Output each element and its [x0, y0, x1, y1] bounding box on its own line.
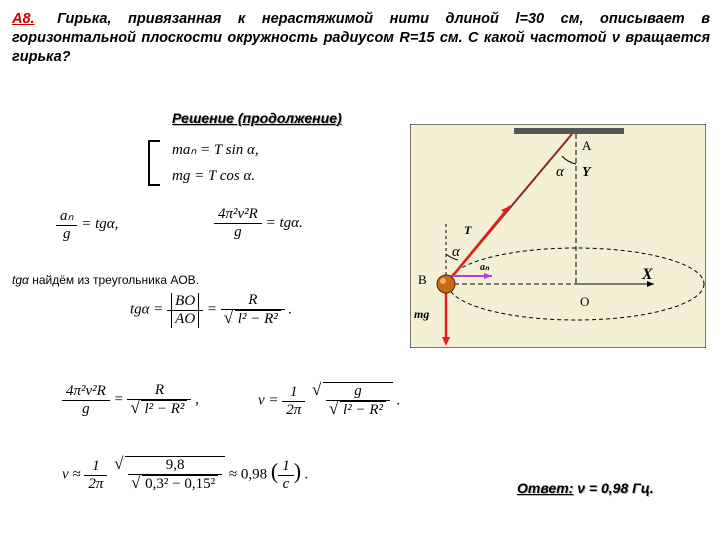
outer-root	[125, 456, 225, 493]
bob	[437, 275, 455, 293]
numerator: 4π²ν²R	[214, 206, 262, 224]
answer-value: ν = 0,98 Гц.	[577, 480, 654, 496]
system-eq1: maₙ = T sin α,	[172, 142, 259, 158]
numerator: √ g	[326, 383, 390, 401]
fraction-coef	[282, 384, 305, 419]
eq-rhs: = tgα.	[265, 214, 303, 231]
numerator: 1	[282, 384, 305, 402]
denominator: g	[62, 226, 71, 242]
conical-pendulum-diagram	[410, 124, 706, 348]
system-eq2: mg = T cos α.	[172, 168, 256, 184]
eq-nu	[258, 382, 401, 419]
eq-rhs: = tgα,	[81, 215, 119, 232]
ceiling	[514, 128, 624, 134]
label-tension: T	[464, 223, 472, 237]
fraction-left	[62, 383, 110, 418]
denominator: √ 0,3² − 0,15²	[142, 475, 218, 493]
eq-end: .	[288, 301, 293, 318]
label-alpha-low: α	[452, 244, 460, 260]
label-o: O	[580, 294, 590, 309]
answer	[517, 480, 654, 496]
label-alpha-top: α	[556, 164, 564, 180]
numerator: 1	[278, 458, 294, 476]
fraction	[214, 206, 262, 241]
label-mg: mg	[414, 307, 430, 321]
label-a: A	[582, 138, 592, 153]
denominator: √ l² − R²	[235, 310, 281, 328]
fraction	[56, 206, 77, 243]
equals-sign: =	[113, 391, 124, 408]
denominator: 2π	[286, 401, 302, 418]
numerator: R	[221, 292, 285, 310]
label-b: B	[418, 272, 427, 287]
numerator: √ 9,8	[128, 457, 222, 475]
eq-tg-alpha	[130, 292, 292, 328]
problem-number: A8.	[12, 11, 35, 27]
note-lead: tgα	[12, 273, 29, 287]
problem-statement	[12, 10, 710, 67]
answer-label: Ответ:	[517, 480, 574, 496]
numerator: aₙ	[56, 206, 77, 226]
triangle-note	[12, 273, 199, 287]
label-y: Y	[582, 165, 591, 180]
eq-an-over-g	[56, 206, 118, 243]
problem-text: Гирька, привязанная к нерастяжимой нити длиной l=30 см, описывает в горизонтальной плоскости окружность радиусом R=15 см. С какой частотой ν вращается гирька?	[12, 11, 711, 65]
numerator: 1	[84, 458, 107, 476]
eq-lhs: ν ≈	[62, 466, 81, 483]
bob-highlight	[440, 278, 446, 284]
eq-lhs: tgα =	[130, 301, 164, 318]
fraction-root	[326, 383, 390, 419]
denominator: √ l² − R²	[340, 401, 386, 419]
eq-end: ,	[195, 391, 199, 408]
solution-heading: Решение (продолжение)	[172, 110, 342, 126]
note-text: найдём из треугольника AOB.	[32, 273, 200, 287]
label-x: X	[642, 266, 653, 283]
numerator: R	[127, 382, 191, 400]
fraction-right	[127, 382, 191, 418]
denominator: AO	[171, 311, 199, 328]
denominator: √ l² − R²	[141, 400, 187, 418]
eq-freq-tg	[214, 206, 303, 241]
unit-fraction	[278, 458, 294, 493]
fraction-r-sqrt	[221, 292, 285, 328]
eq-end: .	[304, 466, 309, 483]
denominator: 2π	[88, 475, 104, 492]
numerator: BO	[171, 293, 199, 310]
fraction-bo-ao	[167, 293, 203, 328]
eq-numeric: ν ≈ $\frac{1}{2\pi}$ √ 9,8 √ 0,3² − 0,15² ≈ 0,98 ( $\frac{1}{c}$ ) .	[62, 456, 309, 493]
diagram-background	[410, 124, 706, 348]
numerator: 4π²ν²R	[62, 383, 110, 401]
fraction-coef	[84, 458, 107, 493]
eq-end: .	[396, 392, 401, 409]
fraction-root	[128, 457, 222, 493]
eq-combined	[62, 382, 199, 418]
denominator: c	[282, 475, 290, 492]
label-an: aₙ	[480, 262, 489, 273]
denominator: g	[234, 224, 242, 240]
denominator: g	[82, 400, 90, 417]
eq-lhs: ν =	[258, 392, 279, 409]
equals-sign: =	[206, 301, 218, 318]
approx-value: ≈ 0,98	[228, 466, 268, 483]
outer-root	[323, 382, 393, 419]
system-brace	[148, 140, 160, 186]
